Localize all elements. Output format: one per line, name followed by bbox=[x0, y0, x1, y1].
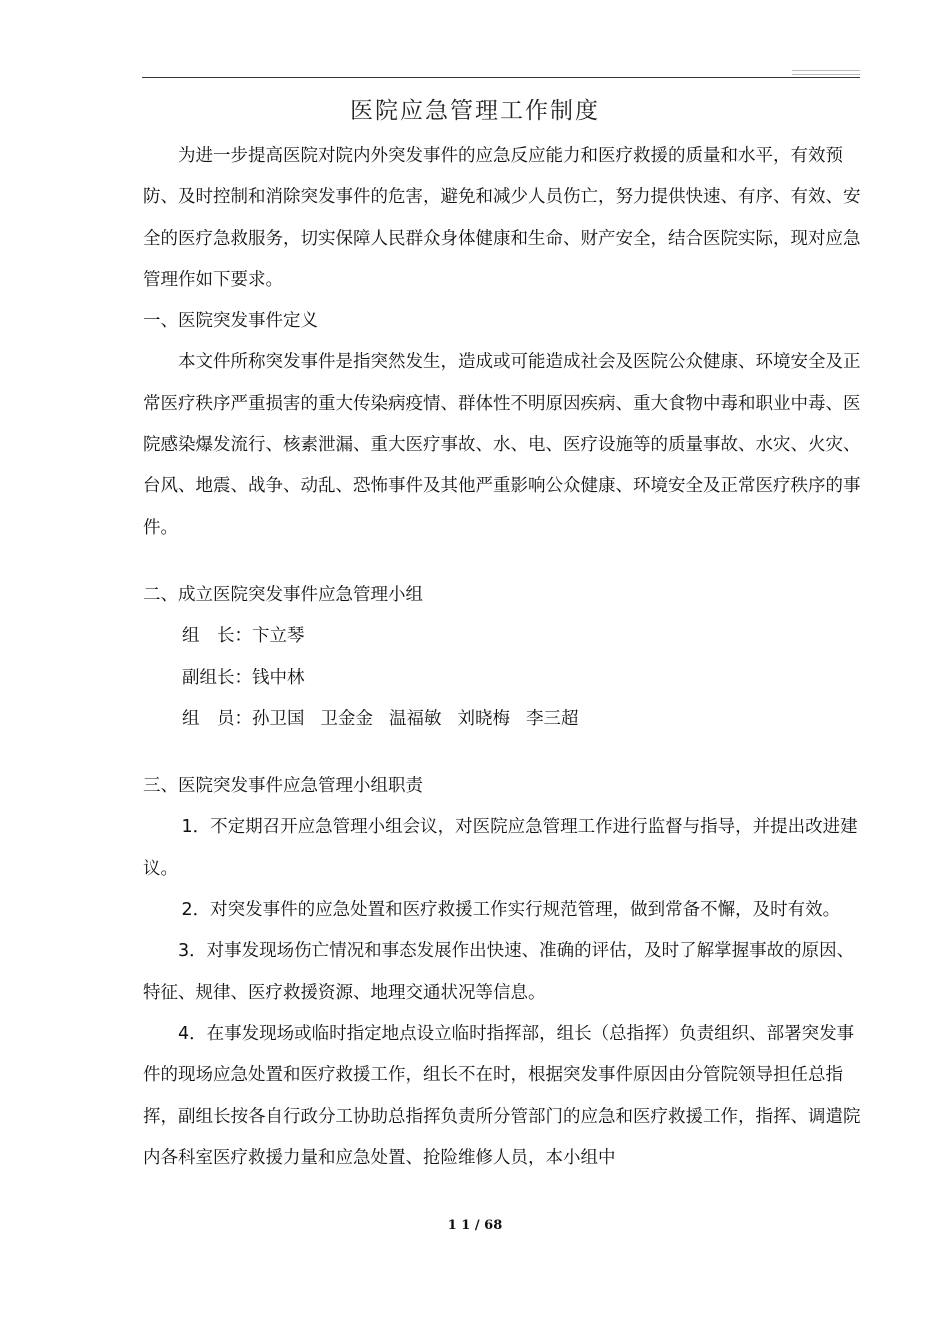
duty-item-4: 4．在事发现场或临时指定地点设立临时指挥部，组长（总指挥）负责组织、部署突发事件的现场应急处置和医疗救援工作，组长不在时，根据突发事件原因由分管院领导担任总指挥，副组长按各自行政分工协助总指挥负责所分管部门的应急和医疗救援工作，指挥、调遣院内各科室医疗救援力量和应急处置、抢险维修人员，本小组中 bbox=[143, 1023, 861, 1168]
member-name: 李三超 bbox=[526, 708, 579, 729]
leader-line: 组 长：卞立琴 bbox=[182, 626, 305, 647]
duty-item-2: 2．对突发事件的应急处置和医疗救援工作实行规范管理，做到常备不懈，及时有效。 bbox=[181, 900, 841, 921]
page-title: 医院应急管理工作制度 bbox=[350, 98, 600, 124]
intro-paragraph: 为进一步提高医院对院内外突发事件的应急反应能力和医疗救援的质量和水平，有效预防、及时控制和消除突发事件的危害，避免和减少人员伤亡，努力提供快速、有序、有效、安全的医疗急救服务，切实保障人民群众身体健康和生命、财产安全，结合医院实际，现对应急管理作如下要求。 bbox=[143, 146, 861, 290]
header-mark bbox=[792, 70, 860, 75]
spacer bbox=[143, 549, 863, 575]
deputy-line: 副组长：钱中林 bbox=[182, 667, 305, 688]
spacer bbox=[143, 740, 863, 766]
section-3-heading: 三、医院突发事件应急管理小组职责 bbox=[143, 776, 423, 797]
document-body bbox=[143, 136, 863, 1179]
duty-item-1: 1．不定期召开应急管理小组会议，对医院应急管理工作进行监督与指导，并提出改进建议。 bbox=[143, 817, 858, 879]
member-name: 刘晓梅 bbox=[457, 708, 510, 729]
members-label: 组 员： bbox=[182, 708, 252, 729]
header-rule bbox=[142, 77, 860, 78]
section-1-heading: 一、医院突发事件定义 bbox=[143, 311, 318, 332]
section-1-body: 本文件所称突发事件是指突然发生，造成或可能造成社会及医院公众健康、环境安全及正常医疗秩序严重损害的重大传染病疫情、群体性不明原因疾病、重大食物中毒和职业中毒、医院感染爆发流行、核素泄漏、重大医疗事故、水、电、医疗设施等的质量事故、水灾、火灾、台风、地震、战争、动乱、恐怖事件及其他严重影响公众健康、环境安全及正常医疗秩序的事件。 bbox=[143, 352, 861, 538]
member-name: 孙卫国 bbox=[252, 708, 305, 729]
member-name: 温福敏 bbox=[389, 708, 442, 729]
members-line bbox=[143, 699, 863, 740]
member-name: 卫金金 bbox=[320, 708, 373, 729]
duty-item-3: 3．对事发现场伤亡情况和事态发展作出快速、准确的评估，及时了解掌握事故的原因、特征、规律、医疗救援资源、地理交通状况等信息。 bbox=[143, 941, 855, 1003]
section-2-heading: 二、成立医院突发事件应急管理小组 bbox=[143, 584, 423, 605]
page-number: 1 1 / 68 bbox=[447, 1218, 503, 1233]
